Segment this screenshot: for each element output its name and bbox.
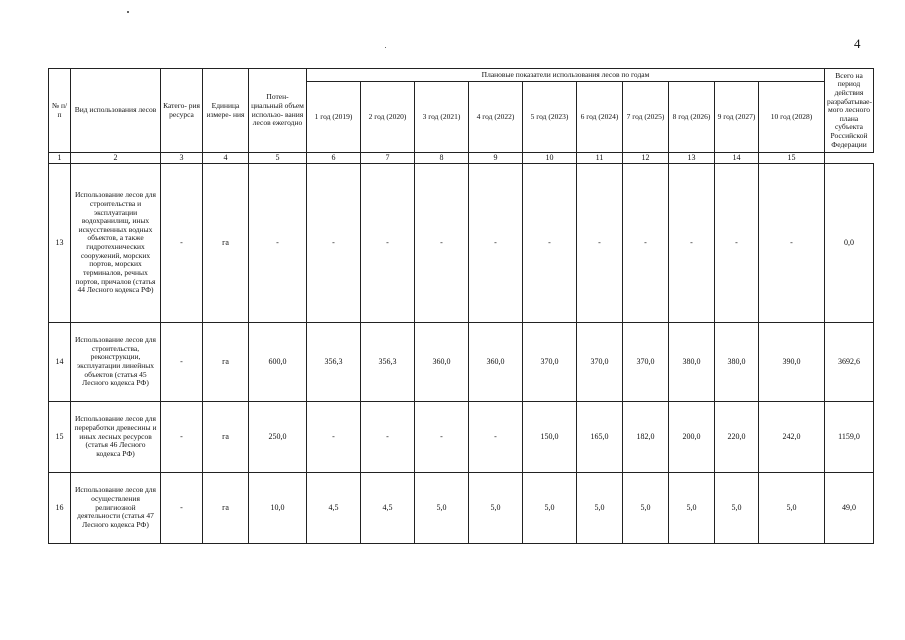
total-value: 49,0 [825,473,874,544]
header-unit: Единица измере- ния [203,69,249,153]
year-value: - [415,402,469,473]
year-value: 5,0 [523,473,577,544]
category: - [161,473,203,544]
header-num: № п/ п [49,69,71,153]
column-number: 4 [203,153,249,164]
year-value: - [623,164,669,323]
use-type: Использование лесов для переработки древесины и иных лесных ресурсов (статья 46 Лесного кодекса РФ) [71,402,161,473]
header-year: 4 год (2022) [469,82,523,153]
year-value: 360,0 [469,323,523,402]
column-number: 9 [469,153,523,164]
year-value: - [523,164,577,323]
year-value: - [415,164,469,323]
header-category: Катего- рия ресурса [161,69,203,153]
year-value: - [307,164,361,323]
unit: га [203,323,249,402]
year-value: - [361,164,415,323]
year-value: 356,3 [361,323,415,402]
unit: га [203,473,249,544]
header-year: 10 год (2028) [759,82,825,153]
column-number: 15 [759,153,825,164]
category: - [161,164,203,323]
header-year: 7 год (2025) [623,82,669,153]
year-value: - [759,164,825,323]
year-value: 370,0 [623,323,669,402]
potential-volume: - [249,164,307,323]
use-type: Использование лесов для строительства и эксплуатации водохранилищ, иных искусственных водных объектов, а также гидротехнических сооружений, морских портов, морских терминалов, речных портов, причалов (статья 44 Лесного кодекса РФ) [71,164,161,323]
header-year: 9 год (2027) [715,82,759,153]
use-type: Использование лесов для осуществления религиозной деятельности (статья 47 Лесного кодекса РФ) [71,473,161,544]
table-row [49,323,874,402]
scan-speck [385,47,386,48]
scan-speck [127,11,129,13]
header-use-type: Вид использования лесов [71,69,161,153]
column-number: 3 [161,153,203,164]
column-number: 5 [249,153,307,164]
year-value: 390,0 [759,323,825,402]
year-value: 370,0 [577,323,623,402]
header-year: 6 год (2024) [577,82,623,153]
year-value: - [715,164,759,323]
total-value: 3692,6 [825,323,874,402]
total-value: 0,0 [825,164,874,323]
year-value: 5,0 [469,473,523,544]
forest-use-plan-table [48,68,874,544]
header-total: Всего на период действия разрабатывае- мого лесного плана субъекта Российской Федерации [825,69,874,153]
year-value: - [669,164,715,323]
header-year: 8 год (2026) [669,82,715,153]
year-value: - [361,402,415,473]
total-value: 1159,0 [825,402,874,473]
row-number: 14 [49,323,71,402]
column-number: 8 [415,153,469,164]
column-number: 11 [577,153,623,164]
header-year: 5 год (2023) [523,82,577,153]
year-value: 150,0 [523,402,577,473]
year-value: 5,0 [415,473,469,544]
year-value: - [307,402,361,473]
column-number: 10 [523,153,577,164]
header-row [49,69,874,82]
unit: га [203,164,249,323]
year-value: 360,0 [415,323,469,402]
potential-volume: 250,0 [249,402,307,473]
row-number: 16 [49,473,71,544]
year-value: 5,0 [623,473,669,544]
row-number: 13 [49,164,71,323]
potential-volume: 10,0 [249,473,307,544]
column-number: 12 [623,153,669,164]
year-value: - [577,164,623,323]
column-number: 6 [307,153,361,164]
column-number: 1 [49,153,71,164]
year-value: 356,3 [307,323,361,402]
header-year: 3 год (2021) [415,82,469,153]
year-value: 5,0 [577,473,623,544]
year-value: 200,0 [669,402,715,473]
potential-volume: 600,0 [249,323,307,402]
column-number-row [49,153,874,164]
year-value: 5,0 [759,473,825,544]
page-number: 4 [854,36,861,51]
category: - [161,323,203,402]
unit: га [203,402,249,473]
year-value: 242,0 [759,402,825,473]
year-value: 5,0 [715,473,759,544]
year-value: - [469,164,523,323]
column-number: 13 [669,153,715,164]
year-value: 165,0 [577,402,623,473]
table-row [49,402,874,473]
year-value: 5,0 [669,473,715,544]
year-value: 4,5 [361,473,415,544]
column-number: 7 [361,153,415,164]
year-value: 380,0 [669,323,715,402]
category: - [161,402,203,473]
table-row [49,473,874,544]
row-number: 15 [49,402,71,473]
year-value: 4,5 [307,473,361,544]
header-potential-volume: Потен- циальный объем использо- вания лесов ежегодно [249,69,307,153]
year-value: 220,0 [715,402,759,473]
header-year: 2 год (2020) [361,82,415,153]
year-value: 370,0 [523,323,577,402]
year-value: - [469,402,523,473]
year-value: 380,0 [715,323,759,402]
table-row [49,164,874,323]
year-value: 182,0 [623,402,669,473]
header-group-title: Плановые показатели использования лесов по годам [307,69,825,82]
column-number: 2 [71,153,161,164]
use-type: Использование лесов для строительства, реконструкции, эксплуатации линейных объектов (статья 45 Лесного кодекса РФ) [71,323,161,402]
header-year: 1 год (2019) [307,82,361,153]
column-number: 14 [715,153,759,164]
